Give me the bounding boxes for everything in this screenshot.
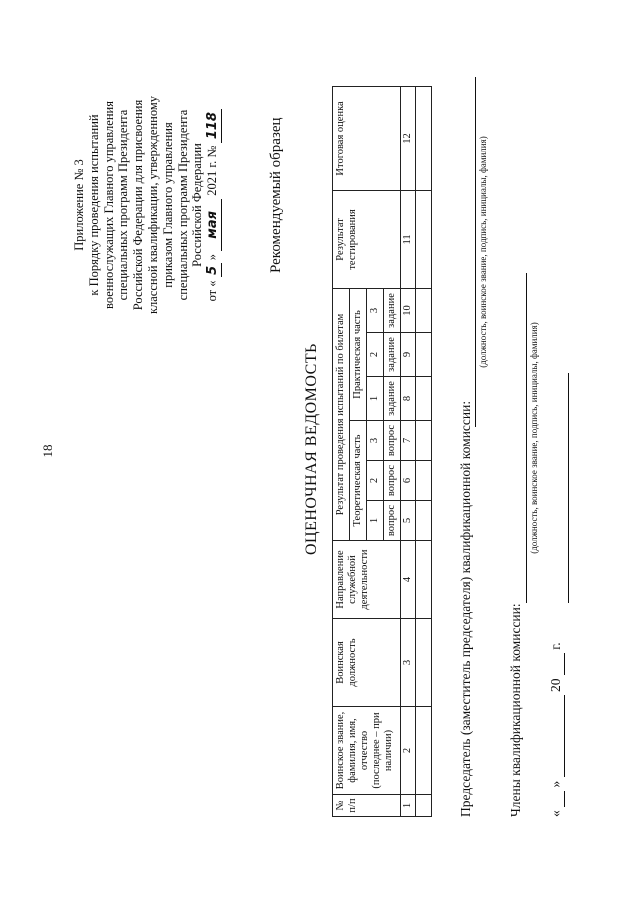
empty-cell xyxy=(416,707,432,795)
date-day-blank xyxy=(548,791,565,807)
appendix-line: Приложение № 3 xyxy=(72,159,86,251)
appendix-date-line xyxy=(205,65,222,345)
document-title: ОЦЕНОЧНАЯ ВЕДОМОСТЬ xyxy=(303,343,320,555)
empty-cell xyxy=(416,501,432,541)
empty-cell xyxy=(416,461,432,501)
page-number: 18 xyxy=(40,444,55,458)
column-number: 7 xyxy=(401,421,416,461)
header-row xyxy=(333,86,350,816)
column-number: 6 xyxy=(401,461,416,501)
appendix-line: Российской Федерации xyxy=(190,143,205,267)
empty-cell xyxy=(416,333,432,377)
date-close-quote: » xyxy=(548,780,563,788)
sub-number: 1 xyxy=(367,377,384,421)
empty-row xyxy=(416,86,432,816)
column-number: 8 xyxy=(401,377,416,421)
date-mid: » xyxy=(205,253,220,261)
appendix-line: специальных программ Президента xyxy=(175,109,190,301)
practice-task: задание xyxy=(384,288,401,332)
column-number: 9 xyxy=(401,333,416,377)
chairman-signature-line xyxy=(475,77,476,427)
theory-question: вопрос xyxy=(384,501,401,541)
header-direction: Направление служебной деятельности xyxy=(333,541,401,619)
theory-question: вопрос xyxy=(384,461,401,501)
appendix-line: классной квалификации, утвержденному xyxy=(145,95,160,315)
sub-number: 3 xyxy=(367,421,384,461)
column-number: 4 xyxy=(401,541,416,619)
sub-number: 3 xyxy=(367,288,384,332)
empty-cell xyxy=(416,795,432,817)
date-century: 20 xyxy=(548,678,563,692)
empty-cell xyxy=(416,377,432,421)
appendix-line: специальных программ Президента xyxy=(116,109,131,301)
sub-number: 2 xyxy=(367,333,384,377)
empty-cell xyxy=(416,288,432,332)
empty-cell xyxy=(416,190,432,288)
column-number: 10 xyxy=(401,288,416,332)
appendix-line: приказом Главного управления xyxy=(160,122,175,288)
column-number: 3 xyxy=(401,619,416,707)
appendix-block xyxy=(72,65,222,345)
date-year-suffix: г. xyxy=(548,642,563,650)
empty-cell xyxy=(416,541,432,619)
members-signature-line xyxy=(526,273,527,603)
assessment-table xyxy=(332,86,432,817)
appendix-line: Российской Федерации для присвоения xyxy=(131,99,146,311)
sample-label: Рекомендуемый образец xyxy=(268,117,284,273)
empty-cell xyxy=(416,421,432,461)
empty-cell xyxy=(416,619,432,707)
date-day: 5 xyxy=(206,263,222,277)
date-year-blank xyxy=(548,653,565,675)
date-line xyxy=(548,642,565,817)
header-position: Воинская должность xyxy=(333,619,401,707)
date-open-quote: « xyxy=(548,810,563,817)
date-month-blank xyxy=(548,695,565,777)
header-final: Итоговая оценка xyxy=(333,86,401,190)
column-number-row xyxy=(401,86,416,816)
date-prefix: от « xyxy=(205,280,220,302)
members-caption: (должность, воинское звание, подпись, инициалы, фамилия) xyxy=(529,322,539,554)
column-number: 1 xyxy=(401,795,416,817)
header-result: Результат проведения испытаний по билетам xyxy=(333,288,350,540)
header-theory: Теоретическая часть xyxy=(350,421,367,541)
header-name: Воинское звание, фамилия, имя, отчество (последнее – при наличии) xyxy=(333,707,401,795)
chairman-label: Председатель (заместитель председателя) квалификационной комиссии: xyxy=(458,400,473,817)
header-practice: Практическая часть xyxy=(350,288,367,420)
appendix-line: военнослужащих Главного управления xyxy=(101,101,116,309)
header-num: № п/п xyxy=(333,795,401,817)
empty-cell xyxy=(416,86,432,190)
column-number: 12 xyxy=(401,86,416,190)
practice-task: задание xyxy=(384,377,401,421)
chairman-caption: (должность, воинское звание, подпись, инициалы, фамилия) xyxy=(478,136,488,368)
members-label: Члены квалификационной комиссии: xyxy=(508,603,523,817)
appendix-line: к Порядку проведения испытаний xyxy=(86,114,101,296)
sub-number: 1 xyxy=(367,501,384,541)
header-testing: Результат тестирования xyxy=(333,190,401,288)
column-number: 5 xyxy=(401,501,416,541)
theory-question: вопрос xyxy=(384,421,401,461)
order-number: 118 xyxy=(206,109,222,143)
practice-task: задание xyxy=(384,333,401,377)
date-month: мая xyxy=(206,199,222,251)
members-signature-line xyxy=(568,373,569,603)
column-number: 11 xyxy=(401,190,416,288)
sub-number: 2 xyxy=(367,461,384,501)
date-year: 2021 г. № xyxy=(205,145,220,196)
column-number: 2 xyxy=(401,707,416,795)
